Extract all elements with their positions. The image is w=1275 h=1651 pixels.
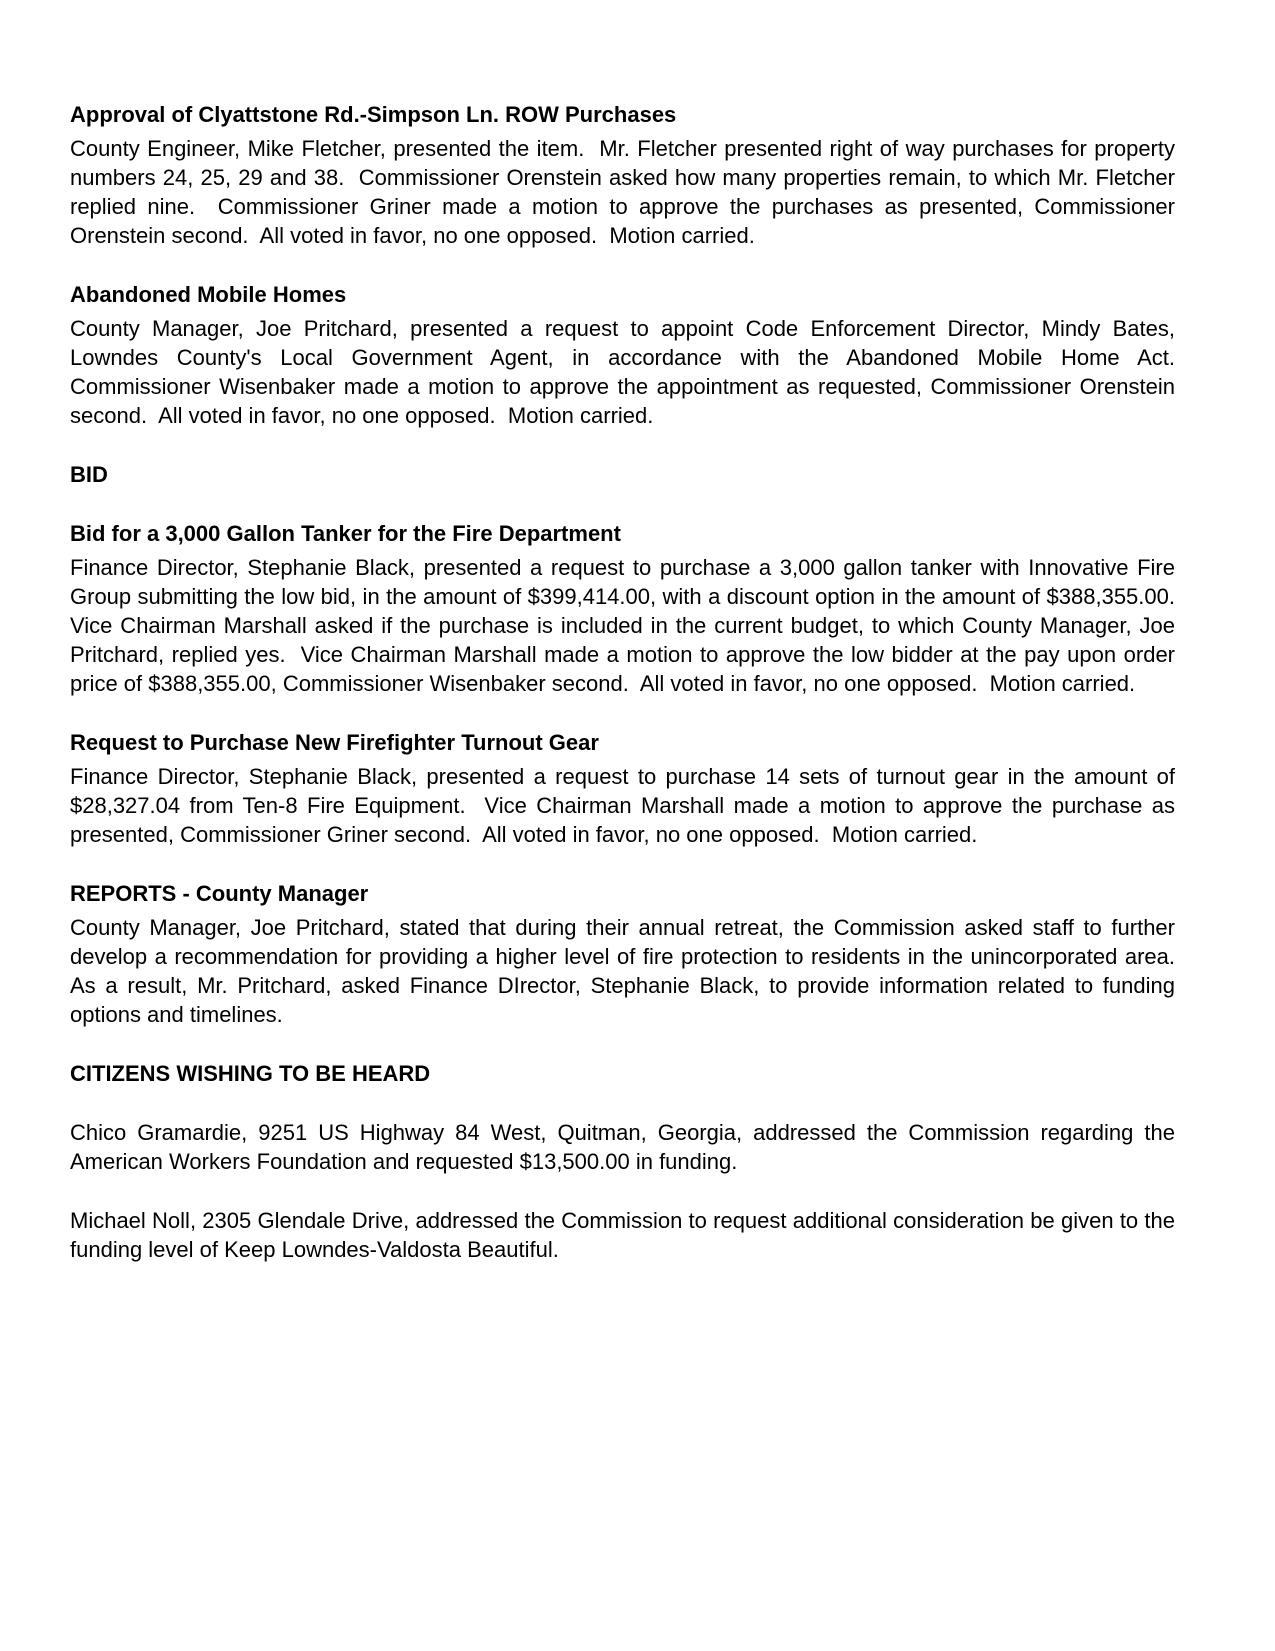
- section-reports-county-manager: [70, 879, 1188, 1029]
- paragraph-michael-noll: Michael Noll, 2305 Glendale Drive, addressed the Commission to request additional consideration be given to the funding level of Keep Lowndes-Valdosta Beautiful.: [70, 1208, 1182, 1262]
- heading-tanker-bid: Bid for a 3,000 Gallon Tanker for the Fire Department: [70, 521, 621, 546]
- heading-reports-county-manager: REPORTS - County Manager: [70, 881, 369, 906]
- section-turnout-gear: [70, 728, 1182, 849]
- section-row-purchases: [70, 100, 1182, 250]
- paragraph-tanker-bid: Finance Director, Stephanie Black, presented a request to purchase a 3,000 gallon tanker with Innovative Fire Group submitting the low bid, in the amount of $399,414.00, with a discount option in the amount of $388,355.00. Vice Chairman Marshall asked if the purchase is included in the current budget, to which County Manager, Joe Pritchard, replied yes. Vice Chairman Marshall made a motion to approve the low bidder at the pay upon order price of $388,355.00, Commissioner Wisenbaker second. All voted in favor, no one opposed. Motion carried.: [70, 555, 1188, 696]
- section-tanker-bid: [70, 519, 1188, 698]
- paragraph-abandoned-mobile-homes: County Manager, Joe Pritchard, presented a request to appoint Code Enforcement Director, Mindy Bates, Lowndes County's Local Government Agent, in accordance with the Abandoned Mobile Home Act. Commissioner Wisenbaker made a motion to approve the appointment as requested, Commissioner Orenstein second. All voted in favor, no one opposed. Motion carried.: [70, 316, 1188, 428]
- section-citizens-wishing-to-be-heard: [70, 1059, 1182, 1264]
- heading-abandoned-mobile-homes: Abandoned Mobile Homes: [70, 282, 347, 307]
- paragraph-row-purchases: County Engineer, Mike Fletcher, presented the item. Mr. Fletcher presented right of way purchases for property numbers 24, 25, 29 and 38. Commissioner Orenstein asked how many properties remain, to which Mr. Fletcher replied nine. Commissioner Griner made a motion to approve the purchases as presented, Commissioner Orenstein second. All voted in favor, no one opposed. Motion carried.: [70, 136, 1182, 248]
- section-abandoned-mobile-homes: [70, 280, 1188, 430]
- section-bid: [70, 460, 1175, 489]
- heading-row-purchases: Approval of Clyattstone Rd.-Simpson Ln. ROW Purchases: [70, 102, 677, 127]
- heading-citizens-wishing-to-be-heard: CITIZENS WISHING TO BE HEARD: [70, 1061, 431, 1086]
- paragraph-turnout-gear: Finance Director, Stephanie Black, presented a request to purchase 14 sets of turnout gear in the amount of $28,327.04 from Ten-8 Fire Equipment. Vice Chairman Marshall made a motion to approve the purchase as presented, Commissioner Griner second. All voted in favor, no one opposed. Motion carried.: [70, 764, 1182, 847]
- heading-turnout-gear: Request to Purchase New Firefighter Turnout Gear: [70, 730, 599, 755]
- heading-bid: BID: [70, 462, 108, 487]
- paragraph-chico-gramardie: Chico Gramardie, 9251 US Highway 84 West, Quitman, Georgia, addressed the Commission regarding the American Workers Foundation and requested $13,500.00 in funding.: [70, 1120, 1180, 1174]
- paragraph-reports-county-manager: County Manager, Joe Pritchard, stated that during their annual retreat, the Commission asked staff to further develop a recommendation for providing a higher level of fire protection to residents in the unincorporated area. As a result, Mr. Pritchard, asked Finance DIrector, Stephanie Black, to provide information related to funding options and timelines.: [70, 915, 1188, 1027]
